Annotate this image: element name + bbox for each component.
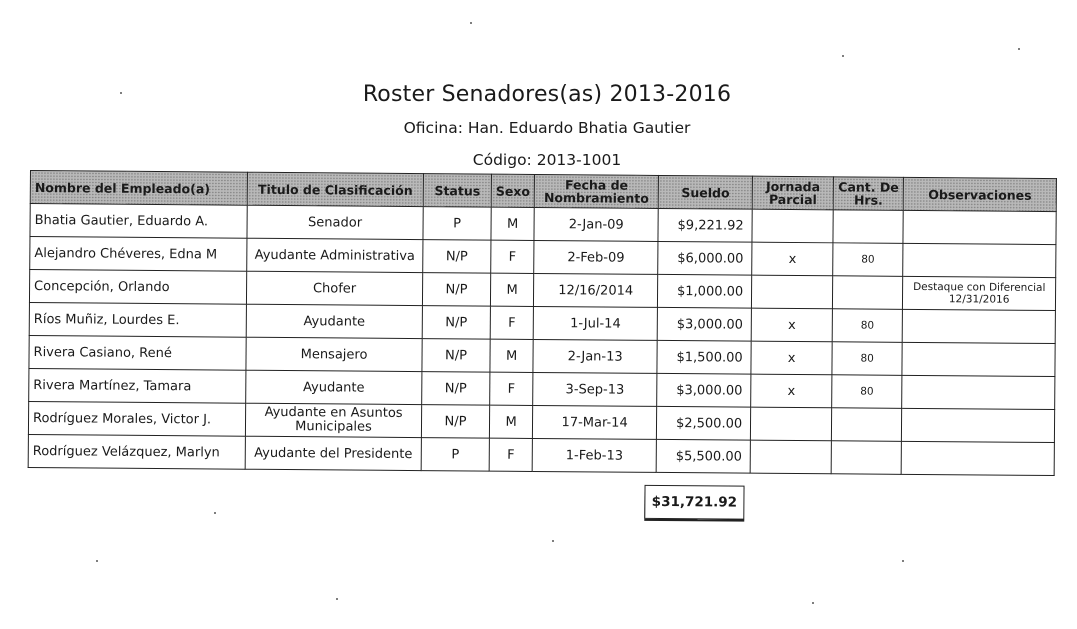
col-header-sex: Sexo: [491, 174, 534, 207]
part-time-cell: x: [752, 242, 833, 276]
part-time-cell: [752, 209, 833, 243]
status-cell: N/P: [422, 339, 490, 373]
part-time-cell: [750, 440, 831, 474]
job-title: Ayudante Administrativa: [247, 238, 423, 272]
job-title: Mensajero: [246, 337, 422, 371]
sex-cell: M: [490, 339, 533, 372]
col-header-salary: Sueldo: [658, 175, 752, 209]
roster-table: [28, 170, 1057, 476]
salary-total: $31,721.92: [644, 485, 744, 520]
roster-sheet: [28, 170, 1057, 511]
col-header-observations: Observaciones: [903, 177, 1056, 211]
hours-cell: 80: [833, 243, 903, 277]
status-cell: N/P: [421, 405, 489, 439]
scan-speck: [842, 55, 844, 57]
col-header-part-time: Jornada Parcial: [752, 176, 833, 210]
appointment-date: 3-Sep-13: [533, 372, 657, 406]
salary-cell: $1,000.00: [658, 274, 752, 308]
job-title: Chofer: [246, 271, 422, 305]
scan-speck: [96, 560, 98, 562]
sex-cell: F: [491, 240, 534, 273]
observations-cell: [902, 408, 1055, 442]
sex-cell: F: [490, 372, 533, 405]
status-cell: N/P: [422, 273, 490, 307]
status-cell: N/P: [423, 240, 491, 274]
hours-cell: 80: [832, 342, 902, 376]
appointment-date: 2-Feb-09: [534, 240, 658, 274]
observations-cell: [902, 342, 1055, 376]
scan-speck: [812, 602, 814, 604]
document-title: Roster Senadores(as) 2013-2016: [362, 82, 732, 107]
part-time-cell: x: [751, 341, 832, 375]
status-cell: N/P: [422, 306, 490, 340]
salary-cell: $3,000.00: [657, 307, 751, 341]
observations-cell: [901, 441, 1054, 475]
job-title: Ayudante: [246, 370, 422, 404]
appointment-date: 12/16/2014: [534, 273, 658, 307]
scan-speck: [470, 22, 472, 24]
salary-cell: $6,000.00: [658, 241, 752, 275]
appointment-date: 1-Feb-13: [532, 438, 656, 472]
sex-cell: M: [491, 207, 534, 240]
part-time-cell: x: [751, 374, 832, 408]
salary-cell: $5,500.00: [656, 439, 750, 473]
scan-speck: [1018, 48, 1020, 50]
appointment-date: 17-Mar-14: [533, 405, 657, 439]
table-row: [28, 434, 1054, 475]
hours-cell: [833, 210, 903, 244]
salary-cell: $1,500.00: [657, 340, 751, 374]
salary-cell: $9,221.92: [658, 208, 752, 242]
scan-speck: [214, 512, 216, 514]
col-header-date: Fecha de Nombramiento: [534, 174, 658, 208]
appointment-date: 1-Jul-14: [533, 306, 657, 340]
job-title: Ayudante del Presidente: [245, 436, 421, 470]
observations-cell: [902, 375, 1055, 409]
sex-cell: F: [489, 438, 532, 471]
employee-name: Concepción, Orlando: [29, 270, 246, 305]
code-line: Código: 2013-1001: [472, 151, 622, 169]
scan-speck: [336, 598, 338, 600]
office-line: Oficina: Han. Eduardo Bhatia Gautier: [403, 119, 691, 137]
observations-cell: [903, 210, 1056, 244]
employee-name: Bhatia Gautier, Eduardo A.: [30, 204, 247, 239]
employee-name: Rivera Casiano, René: [29, 335, 246, 370]
sex-cell: M: [490, 273, 533, 306]
status-cell: P: [421, 438, 489, 472]
job-title: Ayudante en Asuntos Municipales: [245, 403, 421, 437]
employee-name: Rodríguez Morales, Victor J.: [28, 401, 245, 436]
sex-cell: F: [490, 306, 533, 339]
status-cell: N/P: [422, 372, 490, 406]
employee-name: Rivera Martínez, Tamara: [29, 368, 246, 403]
salary-cell: $2,500.00: [657, 406, 751, 440]
part-time-cell: [751, 407, 832, 441]
hours-cell: [831, 441, 901, 475]
observations-cell: [903, 243, 1056, 277]
status-cell: P: [423, 207, 491, 241]
hours-cell: 80: [832, 375, 902, 409]
hours-cell: [832, 408, 902, 442]
scan-speck: [902, 560, 904, 562]
hours-cell: 80: [832, 309, 902, 343]
job-title: Ayudante: [246, 304, 422, 338]
observations-cell: [902, 309, 1055, 343]
part-time-cell: [752, 275, 833, 309]
employee-name: Alejandro Chéveres, Edna M: [30, 237, 247, 272]
scan-speck: [120, 92, 122, 94]
appointment-date: 2-Jan-13: [533, 339, 657, 373]
col-header-hours: Cant. De Hrs.: [833, 177, 903, 211]
observations-cell: Destaque con Diferencial 12/31/2016: [903, 276, 1056, 310]
employee-name: Rodríguez Velázquez, Marlyn: [28, 434, 245, 469]
hours-cell: [833, 276, 903, 310]
col-header-name: Nombre del Empleado(a): [30, 171, 247, 206]
salary-cell: $3,000.00: [657, 373, 751, 407]
col-header-status: Status: [423, 174, 491, 208]
job-title: Senador: [247, 205, 423, 239]
appointment-date: 2-Jan-09: [534, 207, 658, 241]
part-time-cell: x: [751, 308, 832, 342]
scan-speck: [552, 540, 554, 542]
col-header-title: Titulo de Clasificación: [247, 172, 423, 206]
sex-cell: M: [489, 405, 532, 438]
employee-name: Ríos Muñiz, Lourdes E.: [29, 302, 246, 337]
